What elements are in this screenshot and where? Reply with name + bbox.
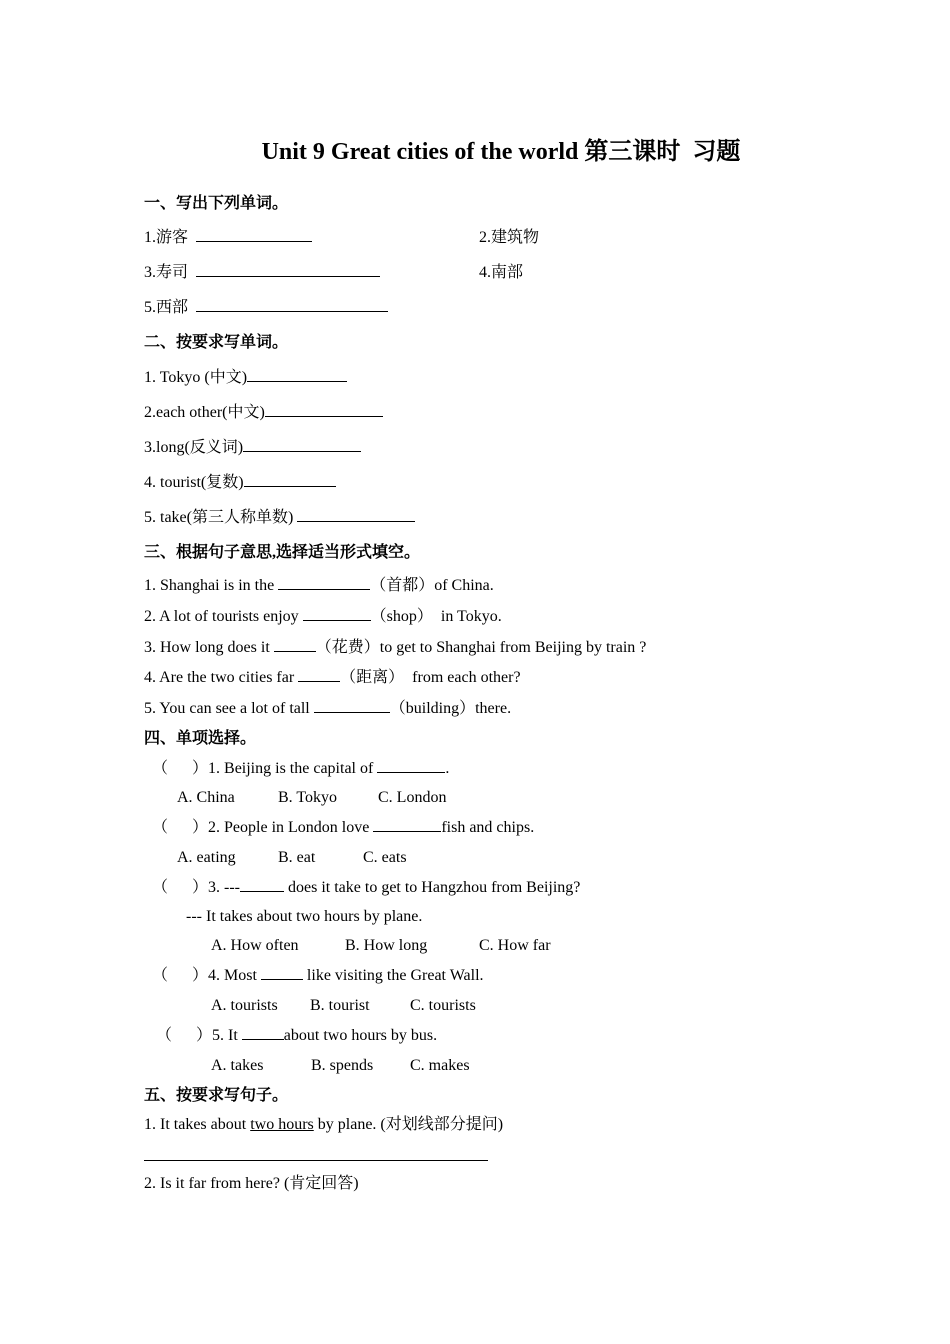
s2-item-3: 3.long(反义词) bbox=[144, 438, 361, 458]
answer-paren[interactable]: （ ） bbox=[152, 819, 209, 836]
s4-q5-option-c: C. makes bbox=[410, 1057, 470, 1074]
answer-blank[interactable] bbox=[298, 669, 340, 682]
s3-question-1: 1. Shanghai is in the （首都）of China. bbox=[144, 577, 494, 594]
section-4-heading: 四、单项选择。 bbox=[144, 730, 257, 747]
s2-item-5: 5. take(第三人称单数) bbox=[144, 508, 415, 528]
answer-blank bbox=[242, 1027, 284, 1040]
s4-q5-option-a: A. takes bbox=[211, 1057, 264, 1074]
s4-q3-answer-line: --- It takes about two hours by plane. bbox=[186, 908, 423, 925]
s1-item-2: 2.建筑物 bbox=[479, 229, 540, 246]
s2-item-4: 4. tourist(复数) bbox=[144, 473, 336, 493]
s3-question-2: 2. A lot of tourists enjoy （shop） in Tokyo. bbox=[144, 608, 502, 625]
s4-q3-option-c: C. How far bbox=[479, 937, 551, 954]
s4-question-2: （ ）2. People in London love fish and chips. bbox=[152, 819, 535, 836]
answer-line[interactable] bbox=[144, 1160, 488, 1161]
underlined-phrase: two hours bbox=[250, 1116, 314, 1133]
s4-q1-option-a: A. China bbox=[177, 789, 235, 806]
s4-question-3: （ ）3. --- does it take to get to Hangzhou from Beijing? bbox=[152, 879, 581, 896]
s4-q3-option-a: A. How often bbox=[211, 937, 299, 954]
answer-blank[interactable] bbox=[247, 369, 347, 382]
answer-paren[interactable]: （ ） bbox=[152, 967, 209, 984]
answer-blank bbox=[373, 819, 441, 832]
s5-question-1: 1. It takes about two hours by plane. (对划线部分提问) bbox=[144, 1116, 504, 1133]
s3-question-3: 3. How long does it （花费）to get to Shanghai from Beijing by train ? bbox=[144, 639, 647, 656]
s3-question-5: 5. You can see a lot of tall （building）there. bbox=[144, 700, 512, 717]
s1-item-1: 1.游客 bbox=[144, 228, 312, 248]
s4-q3-option-b: B. How long bbox=[345, 937, 428, 954]
answer-blank bbox=[240, 879, 284, 892]
s4-q1-option-b: B. Tokyo bbox=[278, 789, 338, 806]
answer-blank[interactable] bbox=[278, 577, 370, 590]
s2-item-2: 2.each other(中文) bbox=[144, 403, 383, 423]
s1-item-3: 3.寿司 bbox=[144, 263, 380, 283]
s4-q1-option-c: C. London bbox=[378, 789, 447, 806]
answer-paren[interactable]: （ ） bbox=[152, 879, 209, 896]
answer-blank bbox=[377, 760, 445, 773]
answer-blank[interactable] bbox=[196, 299, 388, 312]
answer-paren[interactable]: （ ） bbox=[156, 1027, 213, 1044]
s4-q2-option-c: C. eats bbox=[363, 849, 407, 866]
s4-q2-option-b: B. eat bbox=[278, 849, 316, 866]
s1-item-5: 5.西部 bbox=[144, 298, 388, 318]
s4-q4-option-a: A. tourists bbox=[211, 997, 278, 1014]
answer-blank[interactable] bbox=[196, 264, 380, 277]
answer-blank[interactable] bbox=[297, 509, 415, 522]
section-3-heading: 三、根据句子意思,选择适当形式填空。 bbox=[144, 544, 421, 561]
s4-q2-option-a: A. eating bbox=[177, 849, 236, 866]
s4-question-5: （ ）5. It about two hours by bus. bbox=[156, 1027, 438, 1044]
answer-blank[interactable] bbox=[314, 700, 390, 713]
section-1-heading: 一、写出下列单词。 bbox=[144, 195, 289, 212]
answer-blank[interactable] bbox=[303, 608, 371, 621]
answer-blank[interactable] bbox=[274, 639, 316, 652]
answer-blank[interactable] bbox=[243, 439, 361, 452]
page-title: Unit 9 Great cities of the world 第三课时 习题 bbox=[261, 139, 741, 165]
s3-question-4: 4. Are the two cities far （距离） from each other? bbox=[144, 669, 521, 686]
answer-blank[interactable] bbox=[265, 404, 383, 417]
answer-paren[interactable]: （ ） bbox=[152, 760, 209, 777]
s4-question-4: （ ）4. Most like visiting the Great Wall. bbox=[152, 967, 484, 984]
s1-item-4: 4.南部 bbox=[479, 264, 524, 281]
s2-item-1: 1. Tokyo (中文) bbox=[144, 368, 347, 388]
answer-blank[interactable] bbox=[196, 229, 312, 242]
section-2-heading: 二、按要求写单词。 bbox=[144, 334, 289, 351]
s4-q5-option-b: B. spends bbox=[311, 1057, 374, 1074]
section-5-heading: 五、按要求写句子。 bbox=[144, 1087, 289, 1104]
answer-blank bbox=[261, 967, 303, 980]
answer-blank[interactable] bbox=[244, 474, 336, 487]
s5-question-2: 2. Is it far from here? (肯定回答) bbox=[144, 1175, 359, 1192]
s4-question-1: （ ）1. Beijing is the capital of . bbox=[152, 760, 450, 777]
s4-q4-option-c: C. tourists bbox=[410, 997, 476, 1014]
s4-q4-option-b: B. tourist bbox=[310, 997, 370, 1014]
